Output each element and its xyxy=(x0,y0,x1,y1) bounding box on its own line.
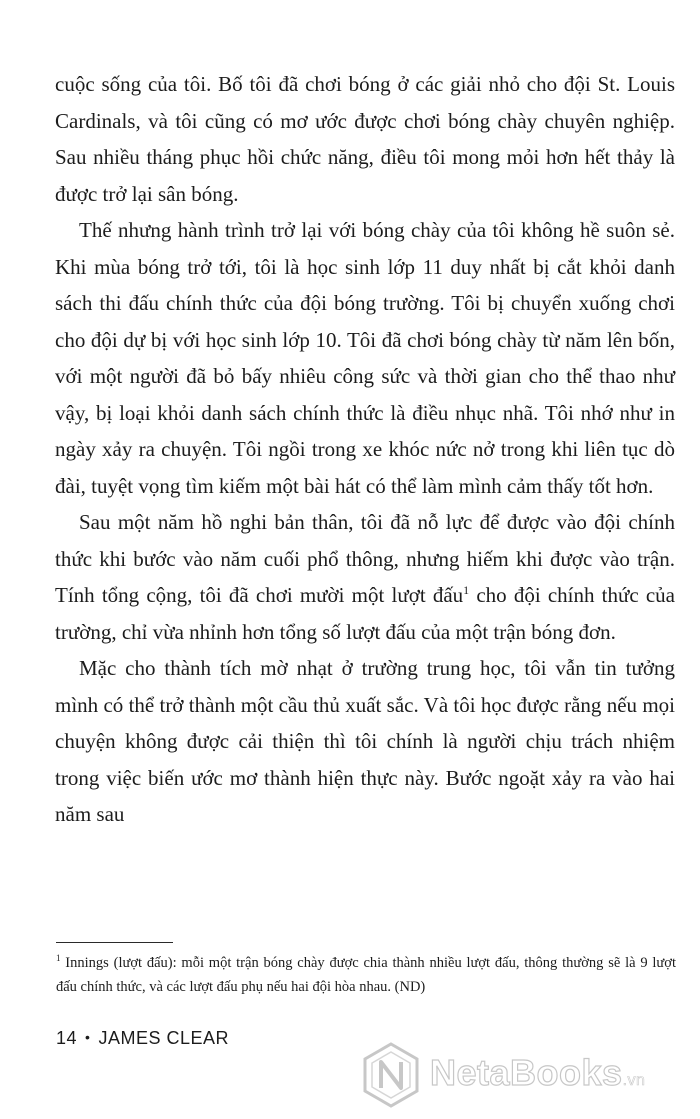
footer-separator: • xyxy=(85,1029,91,1045)
footnote-text: Innings (lượt đấu): mỗi một trận bóng chày được chia thành nhiều lượt đấu, thông thường sẽ là 9 lượt đấu chính thức, và các lượt đấu phụ nếu hai đội hòa nhau. (ND) xyxy=(56,955,676,995)
watermark-text xyxy=(430,1052,645,1094)
running-footer xyxy=(56,1028,229,1049)
watermark-suffix: .vn xyxy=(622,1072,646,1089)
footnote-reference[interactable]: 1 xyxy=(463,583,470,597)
paragraph-1: cuộc sống của tôi. Bố tôi đã chơi bóng ở các giải nhỏ cho đội St. Louis Cardinals, và tôi cũng có mơ ước được chơi bóng chày chuyên nghiệp. Sau nhiều tháng phục hồi chức năng, điều tôi mong mỏi hơn hết thảy là được trở lại sân bóng. xyxy=(55,72,675,206)
paragraph-3-text-before: Sau một năm hồ nghi bản thân, tôi đã nỗ lực để được vào đội chính thức khi bước vào năm cuối phổ thông, nhưng hiếm khi được vào trận. Tính tổng cộng, tôi đã chơi mười một lượt đấu xyxy=(55,510,675,607)
paragraph-3-text-after: cho đội chính thức của trường, chỉ vừa nhỉnh hơn tổng số lượt đấu của một trận bóng đơn. xyxy=(55,583,675,644)
footnote-divider xyxy=(56,942,173,943)
paragraph-4: Mặc cho thành tích mờ nhạt ở trường trung học, tôi vẫn tin tưởng mình có thể trở thành một cầu thủ xuất sắc. Và tôi học được rằng nếu mọi chuyện không được cải thiện thì tôi chính là người chịu trách nhiệm trong việc biến ước mơ thành hiện thực này. Bước ngoặt xảy ra vào hai năm sau xyxy=(55,656,675,826)
paragraph-2: Thế nhưng hành trình trở lại với bóng chày của tôi không hề suôn sẻ. Khi mùa bóng trở tới, tôi là học sinh lớp 11 duy nhất bị cắt khỏi danh sách thi đấu chính thức của đội bóng trường. Tôi bị chuyển xuống chơi cho đội dự bị với học sinh lớp 10. Tôi đã chơi bóng chày từ năm lên bốn, với một người đã bỏ bấy nhiêu công sức và thời gian cho thể thao như vậy, bị loại khỏi danh sách chính thức là điều nhục nhã. Tôi nhớ như in ngày xảy ra chuyện. Tôi ngồi trong xe khóc nức nở trong khi liên tục dò đài, tuyệt vọng tìm kiếm một bài hát có thể làm mình cảm thấy tốt hơn. xyxy=(55,218,675,498)
paragraph-3 xyxy=(55,504,675,650)
watermark-brand: NetaBooks xyxy=(430,1052,623,1093)
publisher-watermark xyxy=(360,1040,690,1112)
footnote xyxy=(56,951,676,999)
body-text xyxy=(55,66,675,833)
author-name: JAMES CLEAR xyxy=(98,1028,229,1048)
footnote-marker: 1 xyxy=(56,953,61,964)
netabooks-logo-icon xyxy=(360,1040,422,1110)
page-number: 14 xyxy=(56,1028,78,1048)
